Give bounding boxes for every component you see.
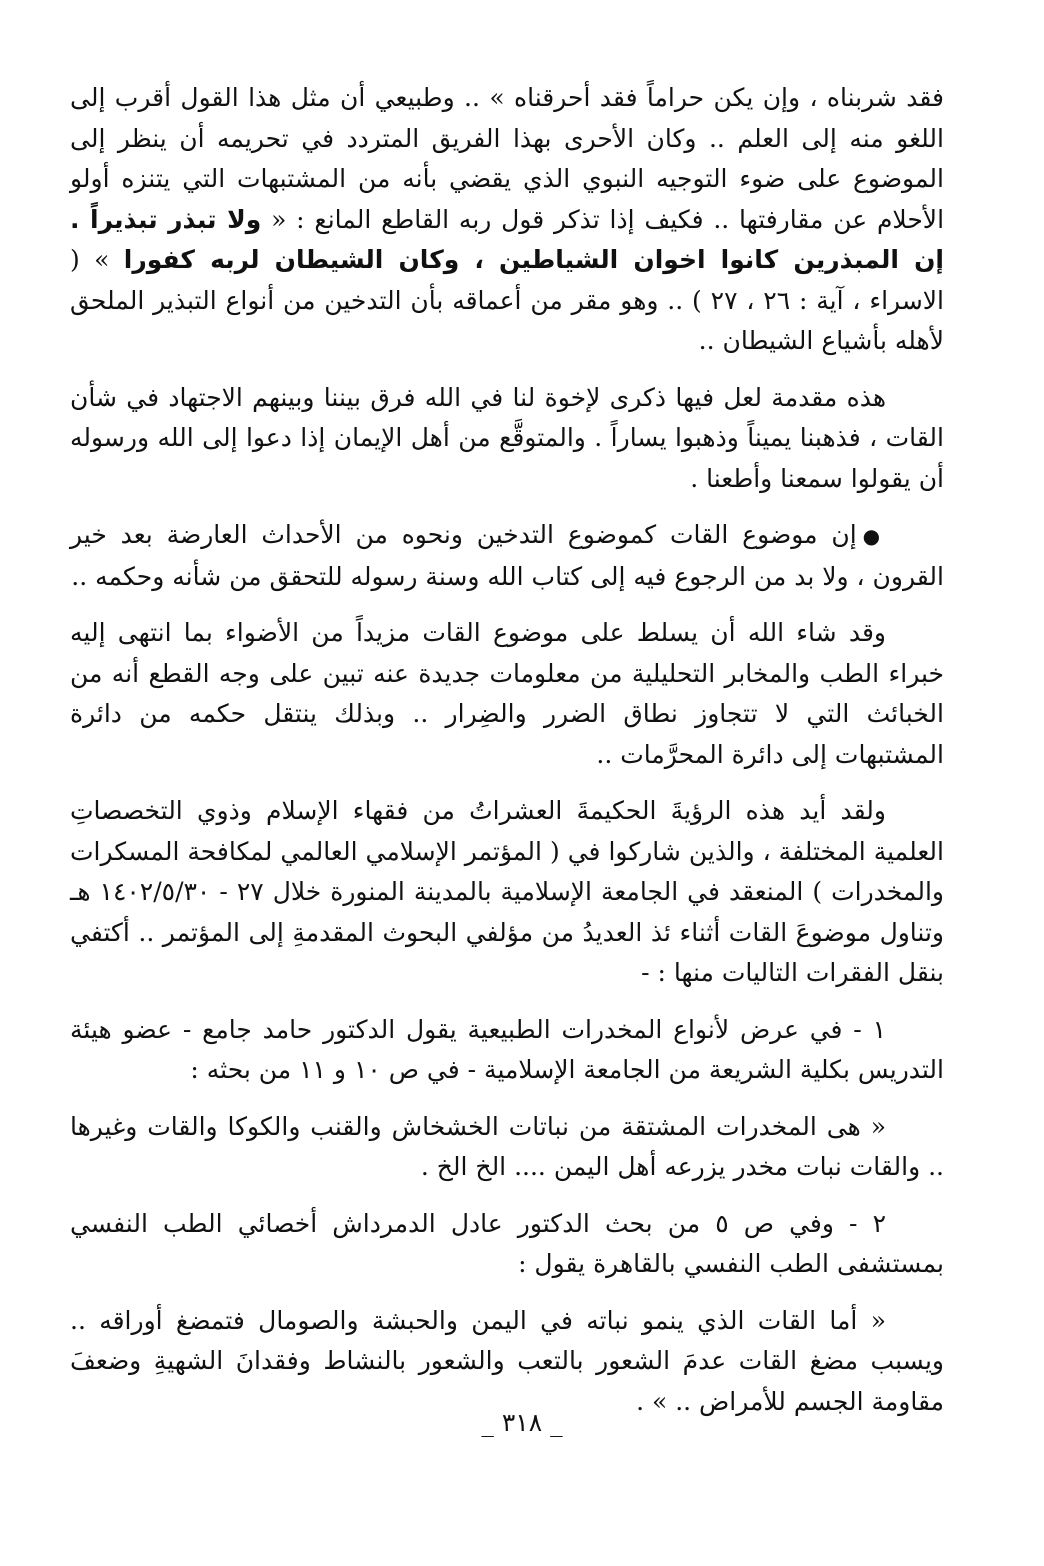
document-page	[70, 78, 944, 1518]
paragraph-5: ولقد أيد هذه الرؤيةَ الحكيمةَ العشراتُ من فقهاء الإسلام وذوي التخصصاتِ العلمية المختلفة ، والذين شاركوا في ( المؤتمر الإسلامي العالمي لمكافحة المسكرات والمخدرات ) المنعقد في الجامعة الإسلامية بالمدينة المنورة خلال ٢٧ - ١٤٠٢/٥/٣٠ هـ وتناول موضوعَ القات أثناء ئذ العديدُ من مؤلفي البحوث المقدمةِ إلى المؤتمر .. أكتفي بنقل الفقرات التاليات منها : -	[70, 796, 944, 987]
paragraph-2: هذه مقدمة لعل فيها ذكرى لإخوة لنا في الله فرق بيننا وبينهم الاجتهاد في شأن القات ، فذهبنا يميناً وذهبوا يساراً . والمتوقَّع من أهل الإيمان إذا دعوا إلى الله ورسوله أن يقولوا سمعنا وأطعنا .	[70, 382, 944, 493]
paragraph-8: ٢ - وفي ص ٥ من بحث الدكتور عادل الدمرداش أخصائي الطب النفسي بمستشفى الطب النفسي بالقاهرة يقول :	[70, 1208, 944, 1278]
paragraph-3	[70, 515, 944, 597]
paragraph-7: « هى المخدرات المشتقة من نباتات الخشخاش والقنب والكوكا والقات وغيرها .. والقات نبات مخدر يزرعه أهل اليمن .... الخ الخ .	[70, 1111, 944, 1181]
paragraph-1-tail: » ( الاسراء ، آية : ٢٦ ، ٢٧ ) .. وهو مقر من أعماقه بأن التدخين من أنواع التبذير الملحق لأهله بأشياع الشيطان ..	[70, 245, 944, 355]
paragraph-3-text: إن موضوع القات كموضوع التدخين ونحوه من الأحداث العارضة بعد خير القرون ، ولا بد من الرجوع فيه إلى كتاب الله وسنة رسوله للتحقق من شأنه وحكمه ..	[70, 520, 944, 591]
bullet-icon: ●	[862, 524, 886, 548]
quran-verse: ولا تبذر تبذيراً . إن المبذرين كانوا اخوان الشياطين ، وكان الشيطان لربه كفورا	[70, 204, 944, 274]
page-number: _ ٣١٨ _	[481, 1408, 563, 1437]
paragraph-1	[70, 78, 944, 362]
paragraph-9: « أما القات الذي ينمو نباته في اليمن والحبشة والصومال فتمضغ أوراقه .. ويسبب مضغ القات عدمَ الشعور بالتعب والشعور بالنشاط وفقدانَ الشهيةِ وضعفَ مقاومة الجسم للأمراض .. » .	[70, 1305, 944, 1416]
paragraph-1-text: فقد شربناه ، وإن يكن حراماً فقد أحرقناه » .. وطبيعي أن مثل هذا القول أقرب إلى اللغو منه إلى العلم .. وكان الأحرى بهذا الفريق المتردد في تحريمه أن ينظر إلى الموضوع على ضوء التوجيه النبوي الذي يقضي بأنه من المشتبهات التي يتنزه أولو الأحلام عن مقارفتها .. فكيف إذا تذكر قول ربه القاطع المانع : «	[70, 83, 945, 234]
paragraph-4: وقد شاء الله أن يسلط على موضوع القات مزيداً من الأضواء بما انتهى إليه خبراء الطب والمخابر التحليلية من معلومات جديدة عنه تبين على وجه القطع أنه من الخبائث التي لا تتجاوز نطاق الضرر والضِرار .. وبذلك ينتقل حكمه من دائرة المشتبهات إلى دائرة المحرَّمات ..	[70, 618, 944, 769]
paragraph-6: ١ - في عرض لأنواع المخدرات الطبيعية يقول الدكتور حامد جامع - عضو هيئة التدريس بكلية الشريعة من الجامعة الإسلامية - في ص ١٠ و ١١ من بحثه :	[70, 1014, 944, 1084]
